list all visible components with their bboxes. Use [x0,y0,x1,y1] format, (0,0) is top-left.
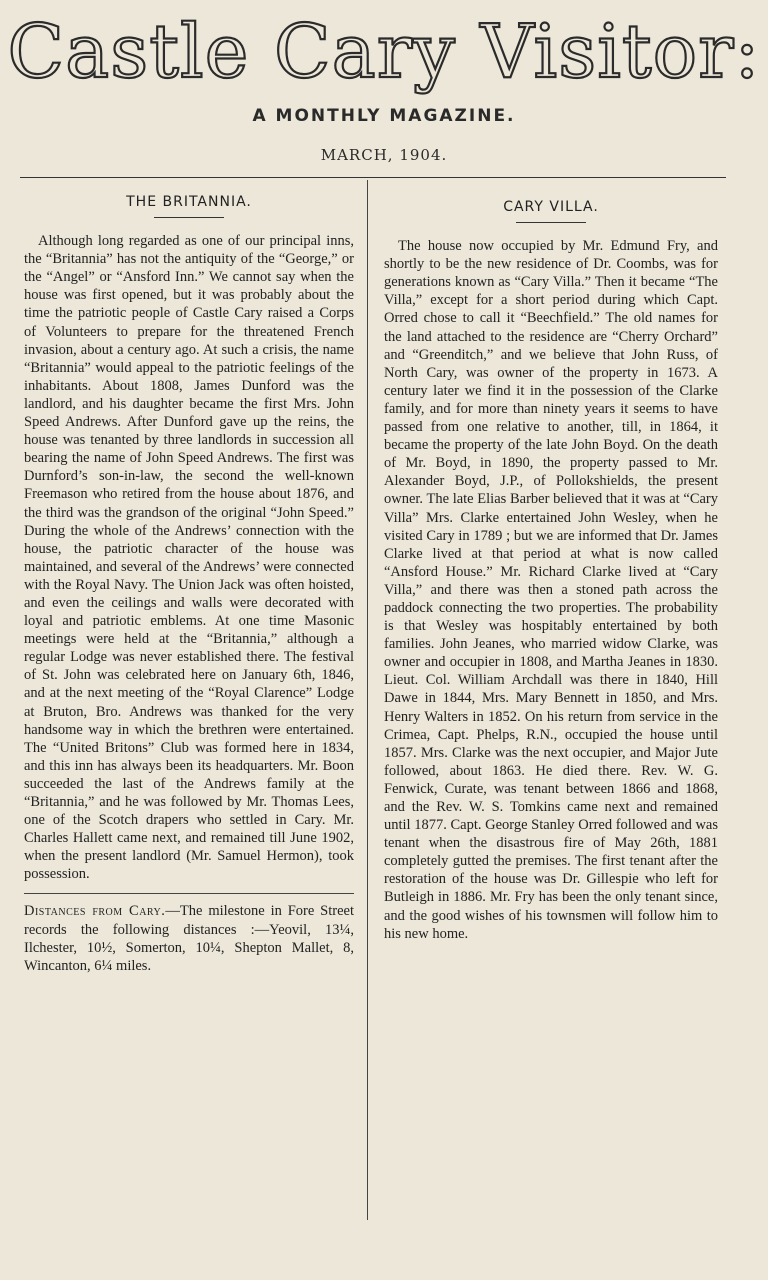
masthead-subtitle: A MONTHLY MAGAZINE. [252,106,516,126]
cary-villa-heading: CARY VILLA. [503,199,599,215]
issue-date: MARCH, 1904. [320,146,448,164]
heading-rule [154,217,224,218]
header-rule [20,177,726,178]
left-column [24,193,354,975]
distances-notice-body: —The milestone in Fore Street records the following distances :—Yeovil, 13¼, Ilchester, 10½, Somerton, 10¼, Shepton Mallet, 8, Wincanton, 6¼ miles. [24,903,354,974]
distances-notice [24,902,354,974]
column-divider [367,180,368,1220]
distances-notice-lead: Distances from Cary. [24,903,166,920]
masthead-title: Castle Cary Visitor: [7,9,761,95]
cary-villa-article-body: The house now occupied by Mr. Edmund Fry, and shortly to be the new residence of Dr. Coombs, was for generations known as “Cary Villa.” Then it became “The Villa,” except for a short period during which Capt. Orred chose to call it “Beechfield.” The old names for the land attached to the residence are “Cherry Orchard” and “Greenditch,” and we believe that John Russ, of North Cary, was owner of the property in 1673. A century later we find it in the possession of the Clarke family, and for more than ninety years it seems to have passed from one relative to another, till, in 1864, it became the property of the late John Boyd. On the death of Mr. Boyd, in 1890, the property passed to Mr. Alexander Boyd, J.P., of Pollokshields, the present owner. The late Elias Barber believed that it was at “Cary Villa” Mrs. Clarke entertained John Wesley, when he visited Cary in 1789 ; but we are informed that Dr. James Clarke lived at that period at what is now called “Ansford House.” Mr. Richard Clarke lived at “Cary Villa,” and there was then a stoned path across the paddock connecting the two properties. The probability is that Wesley was hospitably entertained by both families. John Jeanes, who married widow Clarke, was owner and occupier in 1808, and Martha Jeanes in 1830. Lieut. Col. William Archdall was there in 1840, Hill Dawe in 1844, Mrs. Mary Bennett in 1850, and Mrs. Henry Walters in 1852. On his return from service in the Crimea, Capt. Phelps, R.N., occupied the house until 1857. Mrs. Clarke was the next occupier, and Major Jute followed, about 1863. He died there. Rev. W. G. Fenwick, Curate, was tenant between 1866 and 1868, and the Rev. W. S. Tomkins came next and remained until 1877. Capt. George Stanley Orred followed and was tenant when the disastrous fire of May 26th, 1881 completely gutted the premises. The first tenant after the restoration of the house was Dr. Gillespie who left for Butleigh in 1886. Mr. Fry has been the only tenant since, and the good wishes of his townsmen will follow him to his new home. [384,238,718,942]
britannia-article-body: Although long regarded as one of our principal inns, the “Britannia” has not the antiquity of the “George,” or the “Angel” or “Ansford Inn.” We cannot say when the house was first opened, but it was probably about the time the patriotic people of Castle Cary raised a Corps of Volunteers to prepare for the threatened French invasion, about a century ago. At such a crisis, the name “Britannia” would appeal to the patriotic feelings of the inhabitants. About 1808, James Dunford was the landlord, and his daughter became the first Mrs. John Speed Andrews. After Dunford gave up the reins, the house was tenanted by three landlords in succession all bearing the name of John Speed Andrews. The first was Durnford’s son-in-law, the second the well-known Freemason who retired from the house about 1876, and the third was the grandson of the original “John Speed.” During the whole of the Andrews’ connection with the house, the patriotic character of the house was maintained, and several of the Andrews’ were connected with the Royal Navy. The Union Jack was often hoisted, and even the ceilings and walls were decorated with loyal and patriotic emblems. At one time Masonic meetings were held at the “Britannia,” although a regular Lodge was never established there. The festival of St. John was celebrated here on January 6th, 1846, and at the next meeting of the “Royal Clarence” Lodge at Bruton, Bro. Andrews was thanked for the very handsome way in which the brethren were entertained. The “United Britons” Club was formed here in 1834, and this inn has always been its headquarters. Mr. Boon succeeded the last of the Andrews family at the “Britannia,” and he was followed by Mr. Thomas Lees, one of the Scotch drapers who settled in Cary. Mr. Charles Hallett came next, and remained till June 1902, when the present landlord (Mr. Samuel Hermon), took possession. [24,233,354,883]
right-column [384,198,718,943]
heading-rule [516,222,586,223]
britannia-heading: THE BRITANNIA. [126,194,252,210]
notice-rule [24,893,354,894]
